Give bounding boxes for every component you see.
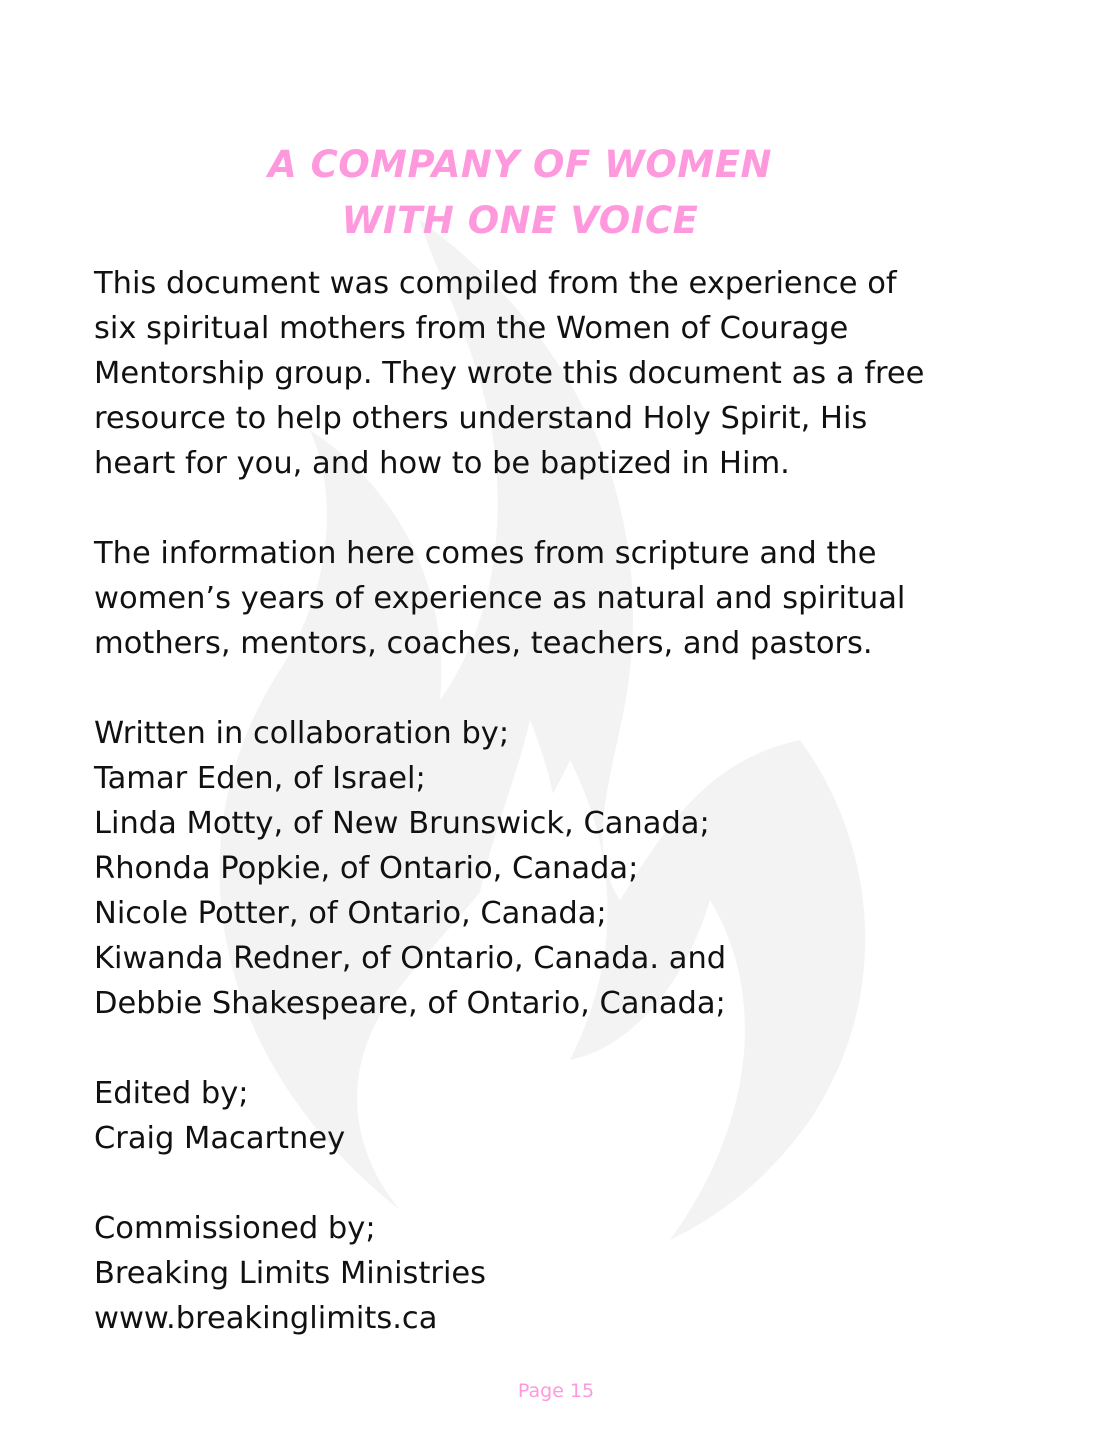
sources-line: The information here comes from scripture and the [94,536,877,571]
author-name: Rhonda Popkie, of Ontario, Canada; [94,851,639,886]
commissioner-heading: Commissioned by; [94,1211,376,1246]
document-body [94,261,1034,1386]
author-name: Debbie Shakespeare, of Ontario, Canada; [94,986,726,1021]
author-name: Tamar Eden, of Israel; [94,761,426,796]
authors-heading: Written in collaboration by; [94,716,510,751]
intro-line: heart for you, and how to be baptized in Him. [94,446,790,481]
editor-section [94,1071,1034,1161]
commissioner-name: Breaking Limits Ministries [94,1256,487,1291]
intro-line: Mentorship group. They wrote this document as a free [94,356,925,391]
intro-line: six spiritual mothers from the Women of Courage [94,311,849,346]
title-line-2: WITH ONE VOICE [341,198,699,242]
sources-paragraph [94,531,1034,666]
author-name: Nicole Potter, of Ontario, Canada; [94,896,607,931]
commissioner-website: www.breakinglimits.ca [94,1301,438,1336]
page-title [0,137,1040,249]
editor-heading: Edited by; [94,1076,249,1111]
title-line-1: A COMPANY OF WOMEN [268,142,772,186]
commissioner-section [94,1206,1034,1341]
intro-line: resource to help others understand Holy Spirit, His [94,401,868,436]
intro-paragraph [94,261,1034,486]
author-name: Kiwanda Redner, of Ontario, Canada. and [94,941,727,976]
authors-section [94,711,1034,1026]
sources-line: mothers, mentors, coaches, teachers, and pastors. [94,626,873,661]
sources-line: women’s years of experience as natural and spiritual [94,581,906,616]
editor-name: Craig Macartney [94,1121,346,1156]
page-number: Page 15 [517,1380,595,1402]
intro-line: This document was compiled from the experience of [94,266,897,301]
author-name: Linda Motty, of New Brunswick, Canada; [94,806,710,841]
